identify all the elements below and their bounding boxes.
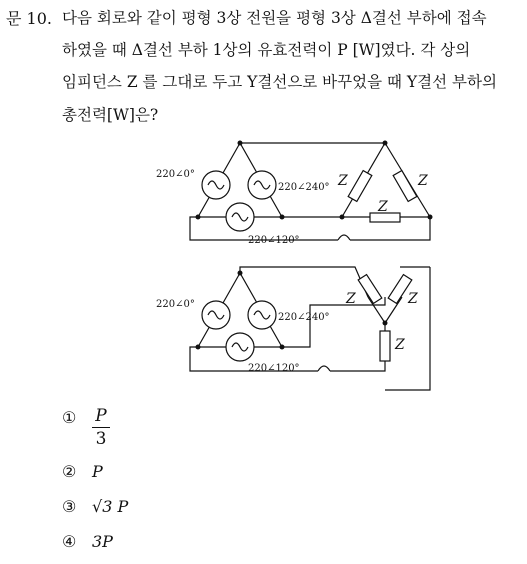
option-3[interactable]	[62, 497, 128, 516]
option-1[interactable]	[62, 408, 92, 427]
option-3-mark: ③	[62, 497, 77, 516]
question-number: 문 10.	[6, 9, 52, 28]
impedance-label: Z	[338, 173, 348, 189]
option-4-text: 3P	[92, 532, 113, 551]
impedance-label: Z	[418, 173, 428, 189]
option-2-mark: ②	[62, 462, 77, 481]
option-1-numerator: P	[92, 405, 110, 428]
question-line-2: 하였을 때 Δ결선 부하 1상의 유효전력이 P [W]였다. 각 상의	[62, 41, 471, 59]
source-b-label-2: 220∠240°	[278, 312, 330, 323]
impedance-label: Z	[346, 291, 356, 307]
option-2-text: P	[92, 462, 103, 481]
option-4[interactable]	[62, 532, 113, 551]
source-b-label: 220∠240°	[278, 182, 330, 193]
source-a-label: 220∠0°	[156, 169, 195, 180]
option-4-mark: ④	[62, 532, 77, 551]
source-c-label: 220∠120°	[248, 235, 300, 246]
impedance-label: Z	[408, 291, 418, 307]
question-line-1: 다음 회로와 같이 평형 3상 전원을 평형 3상 Δ결선 부하에 접속	[62, 9, 487, 27]
option-2[interactable]	[62, 462, 103, 481]
source-c-label-2: 220∠120°	[248, 363, 300, 374]
option-3-text: √3 P	[92, 497, 129, 516]
question-line-3: 임피던스 Z 를 그대로 두고 Y결선으로 바꾸었을 때 Y결선 부하의	[62, 73, 497, 91]
question-line-4: 총전력[W]은?	[62, 106, 159, 124]
impedance-label: Z	[395, 337, 405, 353]
impedance-label: Z	[378, 199, 388, 215]
source-a-label-2: 220∠0°	[156, 299, 195, 310]
circuit-diagram	[150, 135, 450, 397]
option-1-denominator: 3	[95, 429, 107, 449]
option-1-fraction	[92, 405, 110, 450]
option-1-mark: ①	[62, 408, 77, 427]
